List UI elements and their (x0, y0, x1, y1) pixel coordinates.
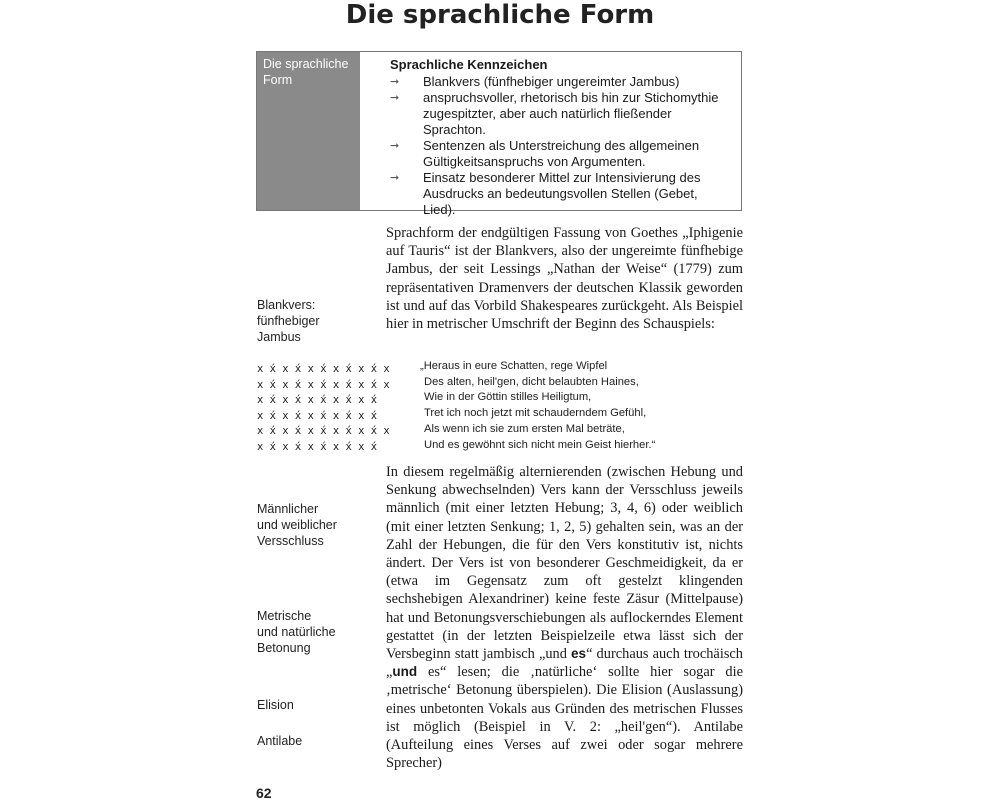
verse-line: Als wenn ich sie zum ersten Mal beträte, (424, 422, 625, 435)
margin-note-elision: Elision (257, 698, 294, 712)
margin-note-line: Versschluss (257, 534, 324, 548)
scansion-line: x x́ x x́ x x́ x x́ x x́ x (257, 425, 390, 437)
scansion-line: x x́ x x́ x x́ x x́ x x́ x (257, 363, 390, 375)
list-item-text: anspruchsvoller, rhetorisch bis hin zur Stichomythie zugespitzter, aber auch natürlich fließender Sprachton. (423, 90, 719, 137)
summary-content (360, 52, 741, 217)
verse-quote (420, 359, 750, 453)
emphasis-text: es (571, 646, 587, 662)
arrow-icon: ➞ (390, 172, 400, 184)
list-item-text: Sentenzen als Unterstreichung des allgemeinen Gültigkeitsanspruchs von Argumenten. (423, 138, 700, 169)
margin-note-line: und natürliche (257, 625, 336, 639)
paragraph-text: In diesem regelmäßig alternierenden (zwischen Hebung und Senkung abwechselnden) Vers kann der Versschluss jeweils männlich (mit einer letzten Hebung; 3, 4, 6) oder weiblich (mit einer letzten Senkung; 1, 2, 5) gehalten sein, was an der Zahl der Hebungen, die für den Vers konstitutiv ist, nichts ändert. Der Vers ist von besonderer Geschmeidigkeit, da er (etwa im Gegensatz zum oft gestelzt klingenden sechshebigen Alexandriner) keine feste Zäsur (Mittelpause) hat und Betonungsverschiebungen als auflockerndes Element gestattet (in der letzten Beispielzeile etwa lässt sich der Versbeginn statt jambisch „und (386, 464, 743, 663)
paragraph-intro: Sprachform der endgültigen Fassung von Goethes „Iphigenie auf Tauris“ ist der Blankvers, also der ungereimte fünfhebige Jambus, der seit Lessings „Nathan der Weise“ (1779) zum repräsentativen Dramenvers der deutschen Klassik geworden ist und auf das Vorbild Shakespeares zurückgeht. Als Beispiel hier in metrischer Umschrift der Beginn des Schauspiels: (386, 225, 743, 333)
summary-side-label: Die sprachliche Form (257, 52, 360, 210)
metrical-scansion (257, 362, 390, 455)
summary-heading: Sprachliche Kennzeichen (390, 57, 548, 72)
page-number: 62 (256, 785, 272, 800)
arrow-icon: ➞ (390, 92, 400, 104)
page-title: Die sprachliche Form (345, 0, 655, 30)
paragraph-text: es“ lesen; die ‚natürliche‘ sollte hier sogar die ‚metrische‘ Betonung überspielen). Die Elision (Auslassung) eines unbetonten Vokals aus Gründen des metrischen Flusses ist möglich (Beispiel in V. 2: „heil'gen“). Antilabe (Aufteilung eines Verses auf zwei oder sogar mehrere Sprecher) (386, 664, 743, 772)
margin-note-line: Jambus (257, 330, 301, 344)
paragraph-analysis (386, 463, 743, 772)
verse-line: Und es gewöhnt sich nicht mein Geist hierher.“ (424, 438, 656, 451)
paragraph-text: “ durchaus auch trochäisch „ (386, 646, 744, 681)
verse-line: „Heraus in eure Schatten, rege Wipfel (420, 360, 608, 372)
scansion-line: x x́ x x́ x x́ x x́ x x́ (257, 409, 378, 422)
list-item-text: Einsatz besonderer Mittel zur Intensivierung des Ausdrucks an bedeutungsvollen Stellen (Gebet, Lied). (423, 170, 701, 217)
list-item (390, 138, 733, 170)
margin-note-line: Betonung (257, 641, 311, 655)
list-item-text: Blankvers (fünfhebiger ungereimter Jambus) (423, 74, 680, 89)
list-item (390, 74, 733, 90)
margin-note-antilabe: Antilabe (257, 734, 303, 748)
arrow-icon: ➞ (390, 140, 400, 152)
scansion-line: x x́ x x́ x x́ x x́ x x́ (257, 394, 378, 406)
verse-line: Tret ich noch jetzt mit schauderndem Gefühl, (424, 407, 647, 420)
list-item (390, 90, 733, 138)
margin-note-line: Blankvers: (257, 298, 316, 312)
verse-line: Des alten, heil'gen, dicht belaubten Haines, (424, 375, 639, 388)
margin-note-betonung (257, 608, 375, 656)
margin-note-blankvers (257, 297, 375, 345)
emphasis-text: und (392, 664, 418, 680)
verse-line: Wie in der Göttin stilles Heiligtum, (424, 391, 592, 404)
summary-box (256, 51, 742, 217)
arrow-icon: ➞ (390, 76, 400, 88)
scansion-line: x x́ x x́ x x́ x x́ x x́ x (257, 378, 390, 391)
margin-note-line: fünfhebiger (257, 314, 320, 328)
margin-note-versschluss (257, 501, 375, 549)
list-item (390, 170, 733, 218)
summary-list (390, 74, 733, 218)
scansion-line: x x́ x x́ x x́ x x́ x x́ (257, 440, 378, 453)
margin-note-line: Metrische (257, 609, 312, 623)
margin-note-line: und weiblicher (257, 518, 337, 532)
margin-note-line: Männlicher (257, 502, 319, 516)
